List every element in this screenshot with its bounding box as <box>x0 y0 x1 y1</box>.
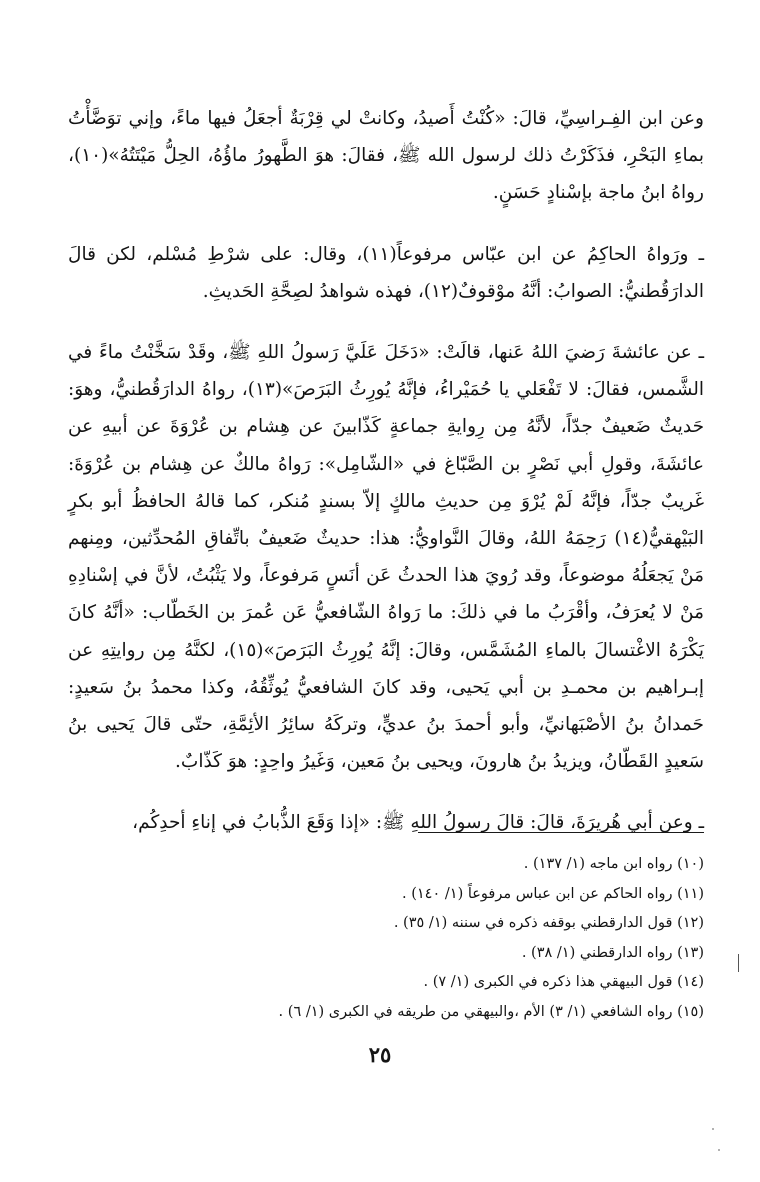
paragraph-al-hakim: ـ ورَواهُ الحاكِمُ عن ابن عبّاس مرفوعاً(١١)، وقال: على شرْطِ مُسْلم، لكن قالَ الدارَقُطنيُّ: الصوابُ: أنَّهُ موْقوفٌ(١٢)، فهذه شواهدُ لصِحَّةِ الحَديثِ. <box>68 243 705 302</box>
footnote-15: (١٥) رواه الشافعي (١/ ٣) الأم ،والبيهقي من طريقه في الكبرى (١/ ٦) . <box>278 1003 704 1020</box>
footnote-12: (١٢) قول الدارقطني بوقفه ذكره في سننه (١/ ٣٥) . <box>393 915 704 932</box>
paragraph-abu-hurayra: ـ وعن أبي هُريرَةَ، قالَ: قالَ رسولُ اللهِ ﷺ: «إذا وَقَعَ الذُّبابُ في إناءِ أحدِكُم، <box>132 812 704 834</box>
paragraph-aisha-hadith: ـ عن عائشةَ رَضيَ اللهُ عَنها، قالَتْ: «دَخَلَ عَلَيَّ رَسولُ اللهِ ﷺ، وقَدْ سَخَّنْتُ ماءً في الشَّمس، فقالَ: لا تَفْعَلي يا حُمَيْراءُ، فإنَّهُ يُورِثُ البَرَصَ»(١٣)، رواهُ الدارَقُطنيُّ، وهوَ: حَديثٌ ضَعيفٌ جدّاً، لأنَّهُ مِن رِوايةِ جماعةٍ كَذّابينَ عن هِشام بن عُرْوَةَ عن أبيهِ عن عائشَةَ، وقولِ أبي نَصْرٍ بن الصَّبّاغ في «الشّامِل»: رَواهُ مالكٌ عن هِشام بن عُرْوَةَ: غَريبٌ جدّاً، فإنَّهُ لَمْ يُرْوَ مِن حديثِ مالكٍ إلاّ بسندٍ مُنكر، كما قالهُ الحافظُ أبو بكرٍ البَيْهقيُّ(١٤) رَحِمَهُ اللهُ، وقالَ النَّواويُّ: هذا: حديثٌ ضَعيفٌ باتِّفاقِ المُحدِّثين، ومِنهم مَنْ يَجعَلُهُ موضوعاً، وقد رُويَ هذا الحدثُ عَن أنَسٍ مَرفوعاً، ولا يَثْبُتُ، لأنَّ في إسْنادِهِ مَنْ لا يُعرَفُ، وأقْرَبُ ما في ذلكَ: ما رَواهُ الشّافعيُّ عَن عُمرَ بن الخَطّاب: «أنَّهُ كانَ يَكْرَهُ الاغْتسالَ بالماءِ المُشَمَّس، وقالَ: إنَّهُ يُورِثُ البَرَصَ»(١٥)، لكنَّهُ مِن روايتِهِ عن إبـراهيم بن محمـدِ بن أبي يَحيى، وقد كانَ الشافعيُّ يُوثِّقُهُ، وكذا محمدُ بنُ سَعيدٍ: حَمدانُ بنُ الأصْبَهانيِّ، وأبو أحمدَ بنُ عديٍّ، وتركَهُ سائِرُ الأئِمَّةِ، حتّى قالَ يَحيى بنُ سَعيدٍ القَطّانُ، ويزيدُ بنُ هارونَ، ويحيى بنُ مَعين، وَغَيرُ واحِدٍ: هوَ كَذّابٌ. <box>68 342 704 773</box>
margin-pencil-mark <box>738 954 739 972</box>
footnote-13: (١٣) رواه الدارقطني (١/ ٣٨) . <box>521 944 704 961</box>
main-text <box>68 100 704 842</box>
footnotes-list <box>120 850 704 1028</box>
scan-speck <box>718 1149 720 1151</box>
footnote-separator <box>418 832 704 833</box>
footnote-14: (١٤) قول البيهقي هذا ذكره في الكبرى (١/ ٧) . <box>423 974 704 991</box>
scan-speck <box>712 1128 714 1130</box>
footnote-10: (١٠) رواه ابن ماجه (١/ ١٣٧) . <box>523 856 704 872</box>
paragraph-ibn-al-firasi: وعن ابن الفِـراسِيِّ، قالَ: «كُنْتُ أَصيدُ، وكانتْ لي قِرْبَةٌ أجعَلُ فيها ماءً، وإني توَضَّأْتُ بماءِ البَحْرِ، فذَكَرْتُ ذلك لرسول الله ﷺ، فقالَ: هوَ الطَّهورُ ماؤُهُ، الحِلُّ مَيْتَتُهُ»(١٠)، رواهُ ابنُ ماجة بإسْنادٍ حَسَنٍ. <box>68 108 704 204</box>
page-number: ٢٥ <box>368 1042 392 1067</box>
footnote-11: (١١) رواه الحاكم عن ابن عباس مرفوعاً (١/ ١٤٠) . <box>402 885 704 902</box>
